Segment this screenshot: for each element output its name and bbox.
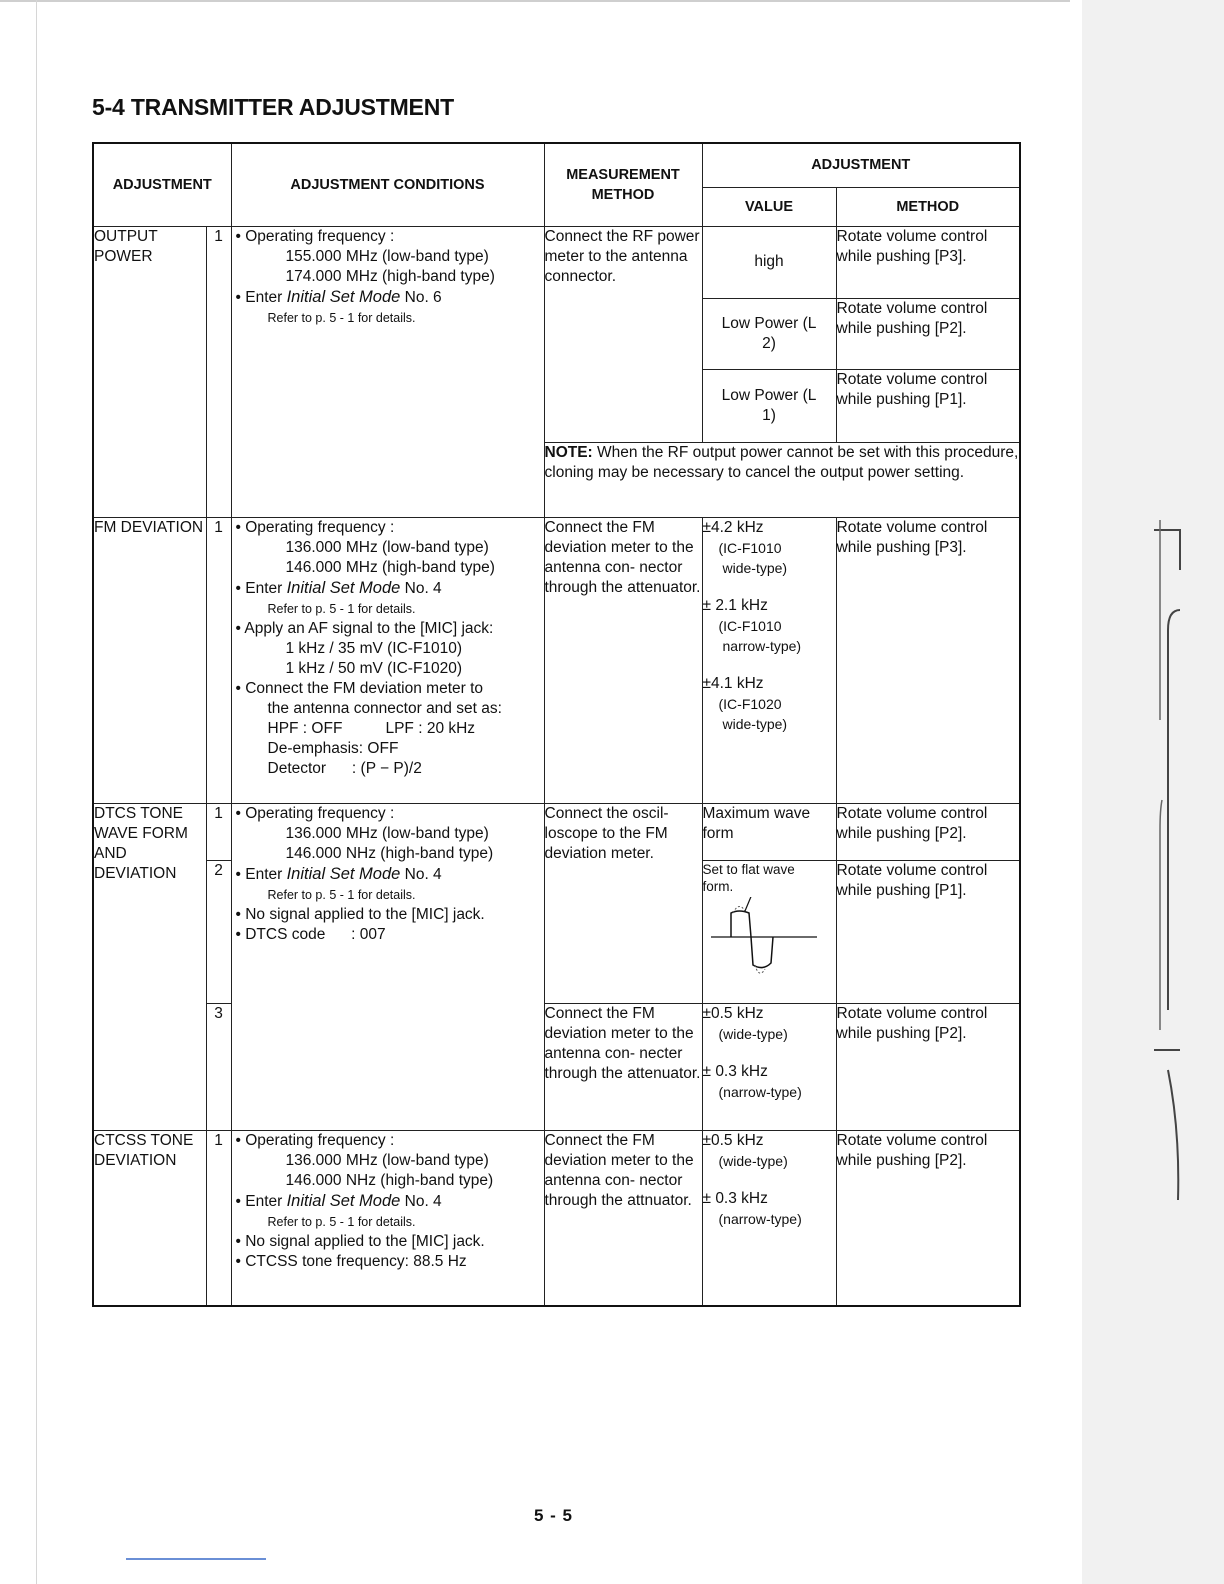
output-power-method-l1: Rotate volume control while pushing [P1]. <box>836 369 1020 442</box>
ctcss-measurement: Connect the FM deviation meter to the antenna con- nector through the attnuator. <box>544 1130 702 1306</box>
dtcs-step2-value: Set to flat wave form. <box>702 860 836 1003</box>
ctcss-name: CTCSS TONE DEVIATION <box>93 1130 206 1306</box>
scan-artifact-bottom <box>126 1558 266 1560</box>
output-power-conditions: • Operating frequency : 155.000 MHz (low-band type) 174.000 MHz (high-band type) • Enter Initial Set Mode No. 6 Refer to p. 5 - 1 for details. <box>231 226 544 517</box>
ctcss-conditions: • Operating frequency : 136.000 MHz (low-band type) 146.000 NHz (high-band type) • Enter Initial Set Mode No. 4 Refer to p. 5 - 1 for details. • No signal applied to the [MIC] jack. • CTCSS tone frequency: 88.5 Hz <box>231 1130 544 1306</box>
fm-deviation-conditions: • Operating frequency : 136.000 MHz (low-band type) 146.000 MHz (high-band type) • Enter Initial Set Mode No. 4 Refer to p. 5 - 1 for details. • Apply an AF signal to the [MIC] jack: 1 kHz / 35 mV (IC-F1010) 1 kHz / 50 mV (IC-F1020) • Connect the FM deviation meter to the antenna connector and set as: HPF : OFF LPF : 20 kHz De-emphasis: OFF Detector : (P − P)/2 <box>231 517 544 803</box>
fm-deviation-method: Rotate volume control while pushing [P3]. <box>836 517 1020 803</box>
dtcs-measurement-oscilloscope: Connect the oscil- loscope to the FM deviation meter. <box>544 803 702 1003</box>
ctcss-method: Rotate volume control while pushing [P2]. <box>836 1130 1020 1306</box>
ctcss-step: 1 <box>206 1130 231 1306</box>
dtcs-step1-value: Maximum wave form <box>702 803 836 860</box>
dtcs-step3-values: ±0.5 kHz (wide-type) ± 0.3 kHz (narrow-type) <box>702 1003 836 1130</box>
flat-waveform-diagram <box>709 897 819 987</box>
dtcs-step-3: 3 <box>206 1003 231 1130</box>
output-power-step: 1 <box>206 226 231 517</box>
output-power-note: NOTE: When the RF output power cannot be set with this procedure, cloning may be necessary to cancel the output power setting. <box>544 442 1020 517</box>
header-adjustment-group: ADJUSTMENT <box>702 143 1020 187</box>
dtcs-step2-method: Rotate volume control while pushing [P1]. <box>836 860 1020 1003</box>
header-measurement: MEASUREMENT METHOD <box>544 143 702 226</box>
ctcss-values: ±0.5 kHz (wide-type) ± 0.3 kHz (narrow-type) <box>702 1130 836 1306</box>
fm-deviation-measurement: Connect the FM deviation meter to the antenna con- nector through the attenuator. <box>544 517 702 803</box>
dtcs-step3-method: Rotate volume control while pushing [P2]. <box>836 1003 1020 1130</box>
output-power-value-high: high <box>702 226 836 298</box>
header-adjustment: ADJUSTMENT <box>93 143 231 226</box>
fm-deviation-step: 1 <box>206 517 231 803</box>
dtcs-measurement-deviation: Connect the FM deviation meter to the antenna con- necter through the attenuator. <box>544 1003 702 1130</box>
output-power-method-l2: Rotate volume control while pushing [P2]. <box>836 298 1020 369</box>
page-number: 5 - 5 <box>534 1506 574 1525</box>
header-value: VALUE <box>702 187 836 226</box>
binder-clip-graphic <box>1150 510 1224 1210</box>
dtcs-conditions: • Operating frequency : 136.000 MHz (low-band type) 146.000 NHz (high-band type) • Enter Initial Set Mode No. 4 Refer to p. 5 - 1 for details. • No signal applied to the [MIC] jack. • DTCS code : 007 <box>231 803 544 1130</box>
header-conditions: ADJUSTMENT CONDITIONS <box>231 143 544 226</box>
transmitter-adjustment-table <box>92 142 1021 1307</box>
output-power-measurement: Connect the RF power meter to the antenna connector. <box>544 226 702 442</box>
fm-deviation-name: FM DEVIATION <box>93 517 206 803</box>
fm-deviation-values: ±4.2 kHz (IC-F1010 wide-type) ± 2.1 kHz (IC-F1010 narrow-type) ±4.1 kHz (IC-F1020 wide-type) <box>702 517 836 803</box>
scan-artifact-top <box>0 0 1070 2</box>
header-method: METHOD <box>836 187 1020 226</box>
output-power-method-high: Rotate volume control while pushing [P3]. <box>836 226 1020 298</box>
dtcs-step-2: 2 <box>206 860 231 1003</box>
section-title: 5-4 TRANSMITTER ADJUSTMENT <box>92 94 454 120</box>
dtcs-name: DTCS TONE WAVE FORM AND DEVIATION <box>93 803 206 1130</box>
output-power-value-l1: Low Power (L 1) <box>702 369 836 442</box>
scan-artifact-left-edge <box>36 0 37 1584</box>
output-power-value-l2: Low Power (L 2) <box>702 298 836 369</box>
dtcs-step-1: 1 <box>206 803 231 860</box>
output-power-name: OUTPUT POWER <box>93 226 206 517</box>
dtcs-step1-method: Rotate volume control while pushing [P2]. <box>836 803 1020 860</box>
